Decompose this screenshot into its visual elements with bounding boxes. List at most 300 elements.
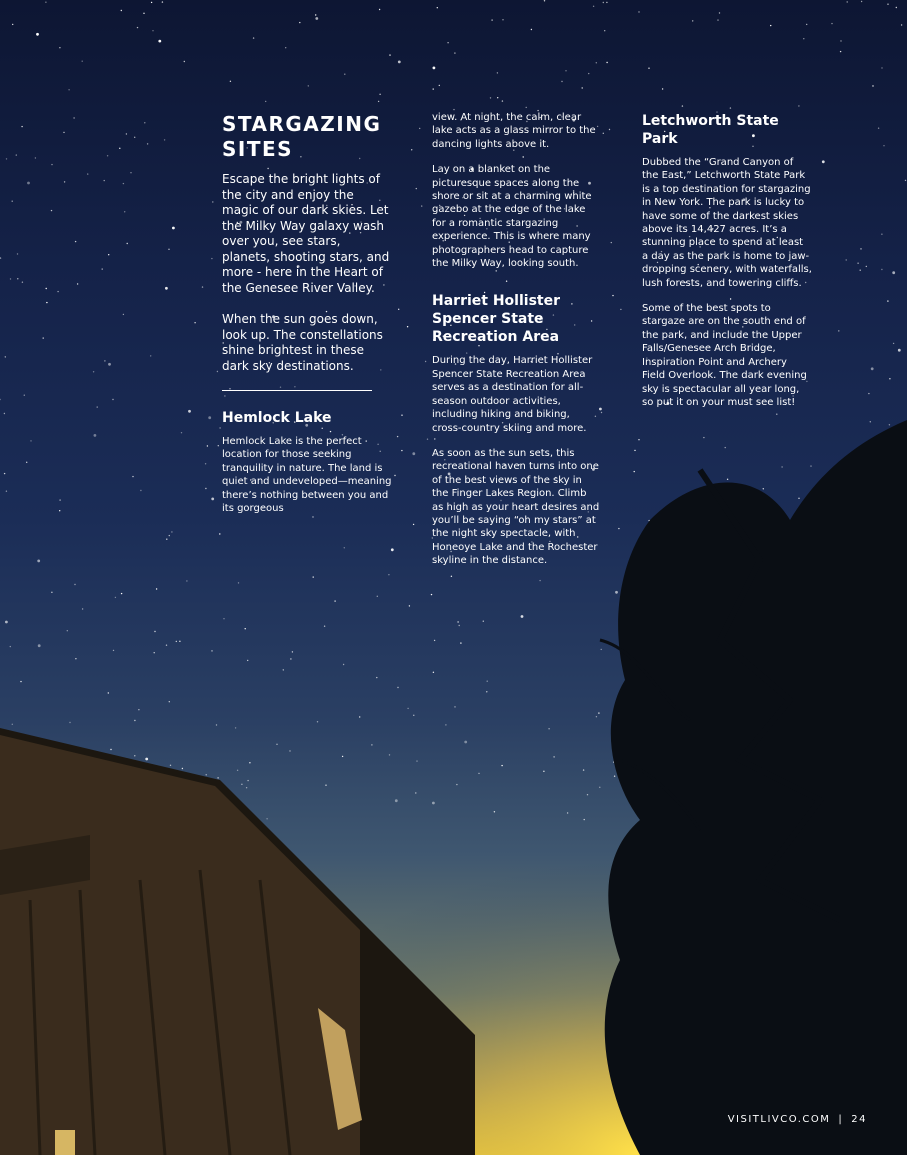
- star: [17, 278, 18, 279]
- star: [860, 270, 861, 271]
- star: [397, 436, 398, 437]
- star: [184, 61, 185, 62]
- column-1: [222, 112, 392, 527]
- star: [457, 621, 458, 622]
- star: [169, 535, 170, 536]
- star: [216, 724, 217, 725]
- star: [218, 445, 219, 446]
- star: [292, 651, 293, 652]
- star: [308, 85, 309, 86]
- star: [35, 157, 36, 158]
- star: [584, 819, 585, 820]
- star: [611, 242, 612, 243]
- star: [609, 129, 610, 130]
- star: [437, 7, 438, 8]
- star: [154, 652, 155, 653]
- star: [315, 17, 318, 20]
- star: [238, 582, 239, 583]
- star: [810, 465, 811, 466]
- star: [246, 787, 247, 788]
- section-title: STARGAZING SITES: [222, 112, 382, 161]
- footer-separator: |: [838, 1114, 844, 1125]
- star: [127, 243, 128, 244]
- star: [73, 117, 74, 118]
- star: [601, 649, 602, 650]
- star: [395, 799, 398, 802]
- star: [151, 2, 152, 3]
- star: [20, 681, 21, 682]
- star: [433, 67, 436, 70]
- star: [317, 721, 318, 722]
- star: [0, 257, 1, 258]
- star: [266, 818, 267, 819]
- star: [798, 498, 799, 499]
- star: [427, 439, 428, 440]
- star: [112, 399, 113, 400]
- star: [454, 52, 455, 53]
- star: [561, 81, 562, 82]
- star: [206, 774, 207, 775]
- star: [325, 785, 326, 786]
- divider: [222, 390, 372, 391]
- star: [253, 37, 254, 38]
- star: [145, 758, 148, 761]
- tree-silhouette: [600, 420, 907, 1155]
- star: [421, 205, 422, 206]
- star: [24, 395, 25, 396]
- star: [107, 155, 108, 156]
- star: [45, 2, 46, 3]
- star: [108, 363, 111, 366]
- star: [289, 750, 290, 751]
- star: [202, 286, 203, 287]
- star: [606, 62, 607, 63]
- star: [478, 773, 479, 774]
- star: [211, 258, 212, 259]
- star: [334, 600, 335, 601]
- star: [113, 650, 114, 651]
- page-footer: [728, 1114, 867, 1125]
- star: [389, 54, 390, 55]
- star: [398, 61, 401, 64]
- star: [51, 592, 52, 593]
- star: [194, 322, 195, 323]
- star: [648, 68, 649, 69]
- star: [464, 741, 467, 744]
- star: [730, 107, 731, 108]
- star: [108, 254, 109, 255]
- intro-paragraph-2: When the sun goes down, look up. The constellations shine brightest in these dark sky destinations.: [222, 312, 383, 373]
- star: [181, 432, 182, 433]
- star: [497, 97, 498, 98]
- star: [501, 765, 502, 766]
- star: [596, 716, 597, 717]
- star: [132, 476, 133, 477]
- star: [603, 133, 604, 134]
- star: [881, 67, 882, 68]
- star: [134, 137, 135, 138]
- star: [37, 560, 40, 563]
- star: [152, 30, 153, 31]
- star: [147, 143, 148, 144]
- star: [391, 548, 394, 551]
- star: [526, 107, 527, 108]
- star: [901, 24, 902, 25]
- hemlock-lake-text-2: Lay on a blanket on the picturesque spaces along the shore or sit at a charming white gazebo at the edge of the lake for a romantic stargazing experience. This is where many photographers head to capture the Milky Way, looking south.: [432, 164, 592, 270]
- star: [186, 580, 187, 581]
- star: [582, 87, 583, 88]
- star: [150, 355, 151, 356]
- star: [539, 580, 540, 581]
- star: [46, 302, 47, 303]
- star: [434, 640, 435, 641]
- star: [46, 288, 47, 289]
- star: [881, 269, 882, 270]
- star: [344, 74, 345, 75]
- star: [0, 399, 1, 400]
- star: [36, 33, 39, 36]
- star: [599, 787, 600, 788]
- star: [283, 669, 284, 670]
- star: [67, 630, 68, 631]
- star: [43, 337, 44, 338]
- star: [454, 706, 455, 707]
- star: [108, 692, 109, 693]
- star: [119, 148, 120, 149]
- star: [618, 528, 619, 529]
- star: [494, 811, 495, 812]
- website-link[interactable]: VISITLIVCO.COM: [727, 1114, 831, 1125]
- star: [217, 371, 218, 372]
- star: [359, 716, 360, 717]
- star: [176, 641, 177, 642]
- star: [831, 23, 832, 24]
- star: [219, 533, 220, 534]
- harriet-hollister-heading: Harriet Hollister Spencer State Recreation Area: [432, 293, 560, 346]
- star: [247, 780, 248, 781]
- star: [104, 360, 105, 361]
- star: [134, 720, 135, 721]
- star: [847, 1, 848, 2]
- hemlock-lake-text: Hemlock Lake is the perfect location for those seeking tranquility in nature. The land is quiet and undeveloped—meaning there’s nothing between you and its gorgeous: [222, 436, 392, 515]
- star: [717, 19, 718, 20]
- star: [205, 488, 206, 489]
- star: [389, 754, 390, 755]
- star: [898, 349, 901, 352]
- star: [892, 271, 895, 274]
- star: [544, 0, 545, 1]
- star: [77, 283, 78, 284]
- column-2: [432, 111, 600, 580]
- star: [881, 234, 882, 235]
- star: [5, 621, 8, 624]
- star: [483, 621, 484, 622]
- star: [419, 128, 420, 129]
- star: [521, 615, 524, 618]
- star: [416, 760, 417, 761]
- star: [299, 22, 300, 23]
- star: [883, 145, 884, 146]
- star: [398, 309, 399, 310]
- star: [22, 282, 23, 283]
- star: [601, 412, 602, 413]
- star: [604, 30, 605, 31]
- star: [93, 371, 94, 372]
- star: [840, 40, 841, 41]
- star: [703, 437, 704, 438]
- star: [456, 784, 457, 785]
- star: [17, 253, 18, 254]
- star: [74, 584, 75, 585]
- star: [548, 728, 549, 729]
- star: [822, 160, 825, 163]
- star: [59, 499, 60, 500]
- star: [486, 691, 487, 692]
- star: [614, 776, 615, 777]
- star: [143, 13, 144, 14]
- star: [249, 762, 250, 763]
- star: [16, 154, 17, 155]
- star: [207, 445, 208, 446]
- star: [459, 625, 460, 626]
- star: [487, 681, 488, 682]
- star: [5, 356, 6, 357]
- star: [4, 473, 5, 474]
- star: [763, 488, 764, 489]
- star: [425, 361, 426, 362]
- star: [182, 768, 183, 769]
- star: [491, 19, 492, 20]
- star: [872, 85, 873, 86]
- star: [413, 524, 414, 525]
- star: [59, 510, 60, 511]
- star: [896, 7, 897, 8]
- star: [565, 70, 566, 71]
- star: [866, 266, 867, 267]
- star: [401, 415, 402, 416]
- star: [490, 97, 491, 98]
- star: [57, 291, 58, 292]
- star: [857, 263, 858, 264]
- star: [432, 802, 435, 805]
- star: [138, 709, 139, 710]
- star: [407, 708, 408, 709]
- star: [445, 724, 446, 725]
- star: [134, 755, 135, 756]
- star: [719, 12, 720, 13]
- star: [770, 25, 771, 26]
- star: [158, 40, 161, 43]
- star: [59, 47, 60, 48]
- harriet-hollister-text-2: As soon as the sun sets, this recreational haven turns into one of the best views of the sky in the Finger Lakes Region. Climb as high as your heart desires and you’ll be saying “oh my stars” at the night sky spectacle, with Honeoye Lake and the Rochester skyline in the distance.: [432, 447, 600, 567]
- star: [553, 756, 554, 757]
- star: [603, 2, 604, 3]
- star: [144, 122, 145, 123]
- star: [606, 2, 607, 3]
- star: [166, 539, 167, 540]
- hemlock-lake-heading: Hemlock Lake: [222, 410, 332, 426]
- star: [416, 188, 417, 189]
- star: [165, 287, 168, 290]
- star: [567, 812, 568, 813]
- star: [905, 180, 906, 181]
- star: [871, 367, 874, 370]
- star: [130, 172, 131, 173]
- star: [460, 642, 461, 643]
- star: [397, 687, 398, 688]
- star: [235, 727, 236, 728]
- star: [126, 133, 127, 134]
- star: [376, 677, 377, 678]
- star: [156, 588, 157, 589]
- star: [401, 450, 402, 451]
- star: [806, 24, 807, 25]
- star: [407, 326, 408, 327]
- star: [241, 784, 242, 785]
- star: [115, 597, 116, 598]
- star: [188, 410, 191, 413]
- star: [104, 180, 105, 181]
- star: [433, 672, 434, 673]
- star: [394, 475, 395, 476]
- star: [75, 241, 76, 242]
- star: [313, 576, 314, 577]
- star: [593, 6, 594, 7]
- star: [846, 259, 847, 260]
- star: [379, 94, 380, 95]
- star: [378, 101, 379, 102]
- star: [265, 101, 266, 102]
- star: [798, 105, 799, 106]
- star: [583, 769, 584, 770]
- star: [27, 182, 30, 185]
- letchworth-heading: Letchworth State Park: [642, 113, 779, 147]
- star: [324, 626, 325, 627]
- star: [164, 139, 165, 140]
- star: [12, 201, 13, 202]
- star: [87, 173, 88, 174]
- star: [502, 100, 503, 101]
- star: [110, 749, 111, 750]
- star: [245, 628, 246, 629]
- star: [121, 593, 122, 594]
- star: [692, 20, 693, 21]
- star: [10, 278, 11, 279]
- star: [247, 660, 248, 661]
- star: [889, 424, 890, 425]
- star: [412, 452, 415, 455]
- star: [447, 42, 448, 43]
- star: [781, 466, 782, 467]
- letchworth-text-2: Some of the best spots to stargaze are on the south end of the park, and include the Upper Falls/Genesee Arch Bridge, Inspiration Point and Archery Field Overlook. The dark evening sky is spectacular all year long, so put it on your must see list!: [642, 303, 807, 408]
- hemlock-lake-text-continued: view. At night, the calm, clear lake acts as a glass mirror to the dancing lights above it.: [432, 112, 596, 150]
- star: [725, 447, 726, 448]
- star: [413, 715, 414, 716]
- star: [64, 181, 65, 182]
- star: [409, 605, 410, 606]
- star: [171, 531, 172, 532]
- star: [371, 744, 372, 745]
- star: [123, 183, 124, 184]
- star: [6, 491, 7, 492]
- star: [315, 14, 316, 15]
- star: [102, 268, 103, 269]
- star: [343, 664, 344, 665]
- star: [531, 29, 532, 30]
- star: [179, 641, 180, 642]
- star: [612, 295, 613, 296]
- star: [124, 211, 125, 212]
- star: [727, 479, 728, 480]
- star: [497, 72, 498, 73]
- star: [887, 3, 888, 4]
- star: [290, 658, 291, 659]
- star: [615, 591, 618, 594]
- intro-paragraph: Escape the bright lights of the city and enjoy the magic of our dark skies. Let the Milky Way galaxy wash over you, see stars, planets, shooting stars, and more - here in the Heart of the Genesee River Valley.: [222, 172, 390, 295]
- harriet-hollister-text: During the day, Harriet Hollister Spencer State Recreation Area serves as a destination for all-season outdoor activities, including hiking and biking, cross-country skiing and more.: [432, 355, 593, 434]
- star: [344, 547, 345, 548]
- star: [168, 249, 169, 250]
- star: [431, 594, 432, 595]
- star: [162, 1, 163, 2]
- star: [502, 19, 503, 20]
- star: [82, 61, 83, 62]
- star: [803, 38, 804, 39]
- star: [26, 462, 27, 463]
- star: [634, 450, 635, 451]
- star: [433, 88, 434, 89]
- star: [223, 618, 224, 619]
- star: [379, 9, 380, 10]
- column-3: [642, 112, 812, 421]
- star: [94, 434, 97, 437]
- star: [170, 765, 171, 766]
- star: [68, 89, 69, 90]
- star: [638, 11, 639, 12]
- star: [868, 393, 869, 394]
- star: [377, 596, 378, 597]
- star: [276, 744, 277, 745]
- star: [840, 51, 841, 52]
- star: [878, 128, 879, 129]
- star: [439, 85, 440, 86]
- star: [30, 440, 31, 441]
- star: [123, 314, 124, 315]
- star: [51, 164, 52, 165]
- star: [411, 149, 412, 150]
- star: [137, 27, 138, 28]
- star: [63, 132, 64, 133]
- star: [838, 330, 839, 331]
- star: [12, 24, 13, 25]
- page-number: 24: [851, 1114, 867, 1125]
- star: [887, 300, 888, 301]
- star: [638, 439, 639, 440]
- star: [211, 650, 212, 651]
- star: [140, 490, 141, 491]
- star: [598, 712, 599, 713]
- letchworth-text: Dubbed the “Grand Canyon of the East,” Letchworth State Park is a top destination for stargazing in New York. The park is lucky to have some of the darkest skies above its 14,427 acres. It’s a stunning place to spend at least a day as the park is home to jaw-dropping scenery, with waterfalls, lush forests, and towering cliffs.: [642, 157, 812, 289]
- star: [10, 646, 11, 647]
- star: [21, 126, 22, 127]
- star: [588, 73, 589, 74]
- star: [893, 343, 894, 344]
- star: [6, 158, 7, 159]
- star: [587, 794, 588, 795]
- star: [51, 210, 52, 211]
- star: [237, 770, 238, 771]
- star: [12, 724, 13, 725]
